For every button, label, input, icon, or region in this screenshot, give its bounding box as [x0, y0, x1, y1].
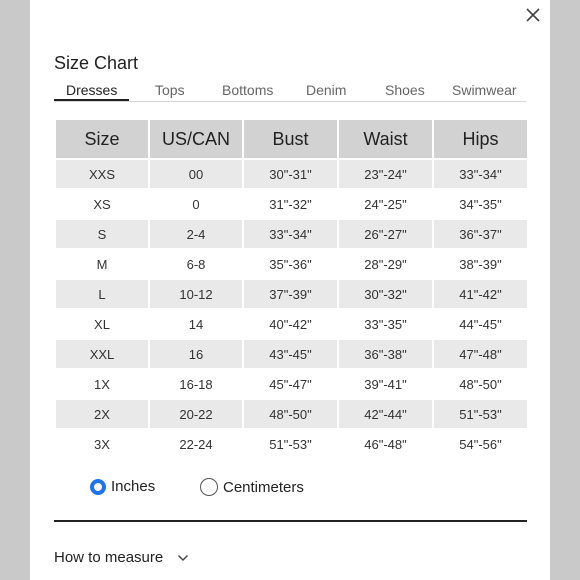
table-row: [56, 190, 527, 218]
table-cell: S: [56, 220, 148, 248]
tab-denim[interactable]: Denim: [306, 82, 347, 98]
table-cell: 3X: [94, 436, 110, 452]
table-row: [56, 310, 527, 338]
table-cell: 16: [150, 340, 242, 368]
unit-radio-inches[interactable]: [90, 478, 155, 495]
table-cell: 51"-53": [434, 400, 527, 428]
table-cell: 39"-41": [364, 376, 407, 392]
radio-unselected-icon: [200, 478, 218, 496]
table-cell: 36"-37": [434, 220, 527, 248]
table-cell: 28"-29": [364, 256, 407, 272]
table-cell: 14: [188, 316, 204, 332]
table-cell: 33"-35": [364, 316, 407, 332]
table-cell: 46"-48": [364, 436, 407, 452]
table-cell: 30"-32": [339, 280, 432, 308]
table-cell: 41"-42": [434, 280, 527, 308]
table-cell: XL: [94, 316, 110, 332]
table-cell: 2X: [56, 400, 148, 428]
column-header-us-can: US/CAN: [150, 120, 242, 158]
table-cell: 16-18: [179, 376, 213, 392]
close-icon: [524, 6, 542, 24]
column-header-waist: Waist: [339, 120, 432, 158]
table-cell: 43"-45": [244, 340, 337, 368]
table-row: [56, 340, 527, 368]
table-row: [56, 250, 527, 278]
table-cell: 22-24: [179, 436, 213, 452]
table-cell: XXS: [56, 160, 148, 188]
table-cell: XS: [93, 196, 111, 212]
table-row: [56, 400, 527, 428]
column-header-hips: Hips: [434, 120, 527, 158]
table-cell: 10-12: [150, 280, 242, 308]
tab-bottoms[interactable]: Bottoms: [222, 82, 274, 98]
table-cell: 37"-39": [244, 280, 337, 308]
table-cell: 33"-34": [244, 220, 337, 248]
table-cell: 2-4: [150, 220, 242, 248]
size-chart-modal: [30, 0, 550, 580]
table-cell: 45"-47": [269, 376, 312, 392]
table-cell: 33"-34": [434, 160, 527, 188]
tab-dresses[interactable]: Dresses: [66, 82, 118, 98]
table-row: [56, 160, 527, 188]
table-header-row: [56, 120, 527, 158]
table-cell: M: [96, 256, 108, 272]
table-cell: XXL: [56, 340, 148, 368]
column-header-bust: Bust: [244, 120, 337, 158]
table-row: [56, 280, 527, 308]
table-row: [56, 220, 527, 248]
how-to-measure-label: How to measure: [54, 549, 164, 566]
close-button[interactable]: [524, 6, 542, 24]
unit-label-inches: Inches: [111, 478, 156, 495]
radio-selected-icon: [90, 479, 106, 495]
column-header-size: Size: [56, 120, 148, 158]
table-cell: 40"-42": [269, 316, 312, 332]
table-cell: 42"-44": [339, 400, 432, 428]
tab-tops[interactable]: Tops: [155, 82, 185, 98]
table-cell: 47"-48": [434, 340, 527, 368]
table-cell: 0: [192, 196, 200, 212]
table-cell: 26"-27": [339, 220, 432, 248]
table-cell: 31"-32": [269, 196, 312, 212]
section-divider: [54, 520, 527, 522]
table-cell: 6-8: [186, 256, 206, 272]
table-cell: 44"-45": [459, 316, 502, 332]
table-cell: 00: [150, 160, 242, 188]
modal-title: Size Chart: [54, 53, 139, 73]
table-cell: L: [56, 280, 148, 308]
unit-label-centimeters: Centimeters: [223, 478, 304, 496]
table-cell: 24"-25": [364, 196, 407, 212]
table-row: [56, 430, 527, 458]
chevron-down-icon: [177, 554, 189, 562]
table-cell: 34"-35": [459, 196, 502, 212]
table-cell: 1X: [94, 376, 110, 392]
how-to-measure-toggle[interactable]: [54, 549, 189, 566]
table-cell: 35"-36": [269, 256, 312, 272]
table-cell: 48"-50": [459, 376, 502, 392]
table-cell: 23"-24": [339, 160, 432, 188]
unit-selector: [90, 478, 390, 500]
size-table: [54, 118, 529, 460]
table-cell: 30"-31": [244, 160, 337, 188]
table-cell: 36"-38": [339, 340, 432, 368]
table-cell: 38"-39": [459, 256, 502, 272]
table-row: [56, 370, 527, 398]
unit-radio-centimeters[interactable]: [200, 478, 304, 496]
table-cell: 54"-56": [459, 436, 502, 452]
category-tabs: [54, 82, 526, 102]
table-cell: 48"-50": [244, 400, 337, 428]
table-cell: 20-22: [150, 400, 242, 428]
tab-shoes[interactable]: Shoes: [385, 82, 425, 98]
table-cell: 51"-53": [269, 436, 312, 452]
tab-swimwear[interactable]: Swimwear: [452, 82, 517, 98]
